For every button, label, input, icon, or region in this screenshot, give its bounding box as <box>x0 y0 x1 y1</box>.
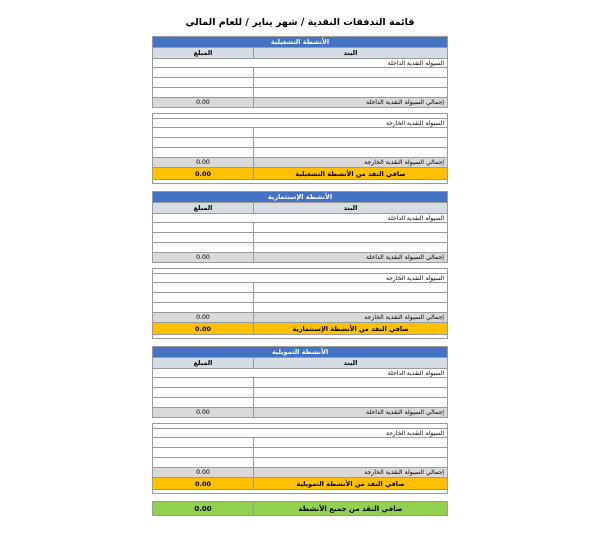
cash-in-total-label: إجمالي السيولة النقدية الداخلة <box>253 408 447 417</box>
amount-cell <box>153 243 253 252</box>
spacer-row <box>153 334 447 338</box>
cash-in-entry-row <box>153 222 447 232</box>
net-cash-value: 0.00 <box>194 169 212 178</box>
item-cell <box>253 88 447 97</box>
cash-out-entry-row <box>153 302 447 312</box>
cash-out-entry-row <box>153 147 447 157</box>
cash-out-entry-row <box>153 457 447 467</box>
column-header-row <box>153 202 447 213</box>
item-cell <box>253 243 447 252</box>
column-header-amount: المبلغ <box>193 359 213 367</box>
amount-cell <box>153 458 253 467</box>
section-title: الأنشطة التشغيلية <box>153 37 447 47</box>
item-cell <box>253 68 447 77</box>
activity-section <box>152 346 448 494</box>
item-cell <box>253 78 447 87</box>
spacer-row <box>153 179 447 183</box>
amount-cell <box>153 78 253 87</box>
column-header-item: البند <box>253 203 447 213</box>
amount-cell <box>153 398 253 407</box>
cash-in-total-value: 0.00 <box>196 409 210 416</box>
cash-in-entry-row <box>153 377 447 387</box>
item-cell <box>253 388 447 397</box>
amount-cell <box>153 128 253 137</box>
cash-in-entry-row <box>153 242 447 252</box>
cash-in-entry-row <box>153 77 447 87</box>
net-cash-label: صافي النقد من الأنشطة التمويلية <box>253 478 447 489</box>
cash-in-entry-row <box>153 232 447 242</box>
activity-section <box>152 36 448 184</box>
cash-in-label: السيولة النقدية الداخلة <box>153 58 447 67</box>
net-cash-label: صافي النقد من الأنشطة التشغيلية <box>253 168 447 179</box>
column-header-row <box>153 47 447 58</box>
cash-in-label: السيولة النقدية الداخلة <box>153 368 447 377</box>
amount-cell <box>153 148 253 157</box>
column-header-amount: المبلغ <box>193 204 213 212</box>
item-cell <box>253 303 447 312</box>
cash-out-entry-row <box>153 292 447 302</box>
net-cash-value: 0.00 <box>194 479 212 488</box>
cash-in-label: السيولة النقدية الداخلة <box>153 213 447 222</box>
amount-cell <box>153 223 253 232</box>
item-cell <box>253 448 447 457</box>
item-cell <box>253 378 447 387</box>
column-header-amount: المبلغ <box>193 49 213 57</box>
cash-out-total-row <box>153 157 447 167</box>
cash-in-entry-row <box>153 397 447 407</box>
cash-out-total-row <box>153 312 447 322</box>
cash-out-entry-row <box>153 137 447 147</box>
amount-cell <box>153 88 253 97</box>
cash-in-total-label: إجمالي السيولة النقدية الداخلة <box>253 98 447 107</box>
cash-in-total-label: إجمالي السيولة النقدية الداخلة <box>253 253 447 262</box>
spacer-row <box>153 489 447 493</box>
cash-in-total-value: 0.00 <box>196 254 210 261</box>
net-cash-row <box>153 477 447 489</box>
grand-total-table <box>152 501 448 516</box>
column-header-item: البند <box>253 358 447 368</box>
item-cell <box>253 138 447 147</box>
column-header-row <box>153 357 447 368</box>
item-cell <box>253 438 447 447</box>
item-cell <box>253 233 447 242</box>
grand-total-value: 0.00 <box>194 504 212 513</box>
cash-in-total-row <box>153 407 447 417</box>
amount-cell <box>153 438 253 447</box>
cash-out-label: السيولة النقدية الخارجة <box>153 428 447 437</box>
cash-out-total-label: إجمالي السيولة النقدية الخارجة <box>253 468 447 477</box>
amount-cell <box>153 448 253 457</box>
item-cell <box>253 293 447 302</box>
activity-section <box>152 191 448 339</box>
cash-out-label: السيولة النقدية الخارجة <box>153 273 447 282</box>
cash-in-total-row <box>153 252 447 262</box>
net-cash-row <box>153 322 447 334</box>
cash-out-label: السيولة النقدية الخارجة <box>153 118 447 127</box>
amount-cell <box>153 378 253 387</box>
item-cell <box>253 398 447 407</box>
cashflow-table <box>152 36 448 494</box>
item-cell <box>253 283 447 292</box>
net-cash-row <box>153 167 447 179</box>
cash-in-total-value: 0.00 <box>196 99 210 106</box>
item-cell <box>253 458 447 467</box>
cash-out-entry-row <box>153 127 447 137</box>
cash-out-entry-row <box>153 282 447 292</box>
item-cell <box>253 223 447 232</box>
cash-out-total-label: إجمالي السيولة النقدية الخارجة <box>253 313 447 322</box>
cash-out-entry-row <box>153 437 447 447</box>
cash-out-total-value: 0.00 <box>196 469 210 476</box>
amount-cell <box>153 303 253 312</box>
amount-cell <box>153 388 253 397</box>
cash-out-entry-row <box>153 447 447 457</box>
column-header-item: البند <box>253 48 447 58</box>
cash-out-total-value: 0.00 <box>196 314 210 321</box>
section-title: الأنشطة التمويلية <box>153 347 447 357</box>
document-title: قائمة التدفقات النقدية / شهر يناير / للعام المالي <box>185 17 415 28</box>
amount-cell <box>153 138 253 147</box>
amount-cell <box>153 283 253 292</box>
cash-in-entry-row <box>153 387 447 397</box>
cash-in-entry-row <box>153 67 447 77</box>
section-title: الأنشطة الإستثمارية <box>153 192 447 202</box>
amount-cell <box>153 233 253 242</box>
amount-cell <box>153 68 253 77</box>
net-cash-value: 0.00 <box>194 324 212 333</box>
net-cash-label: صافي النقد من الأنشطة الإستثمارية <box>253 323 447 334</box>
grand-total-row <box>153 502 447 515</box>
grand-total-label: صافي النقد من جميع الأنشطة <box>253 502 447 515</box>
item-cell <box>253 128 447 137</box>
cash-out-total-label: إجمالي السيولة النقدية الخارجة <box>253 158 447 167</box>
amount-cell <box>153 293 253 302</box>
cash-out-total-row <box>153 467 447 477</box>
cash-in-total-row <box>153 97 447 107</box>
cash-in-entry-row <box>153 87 447 97</box>
item-cell <box>253 148 447 157</box>
cash-out-total-value: 0.00 <box>196 159 210 166</box>
